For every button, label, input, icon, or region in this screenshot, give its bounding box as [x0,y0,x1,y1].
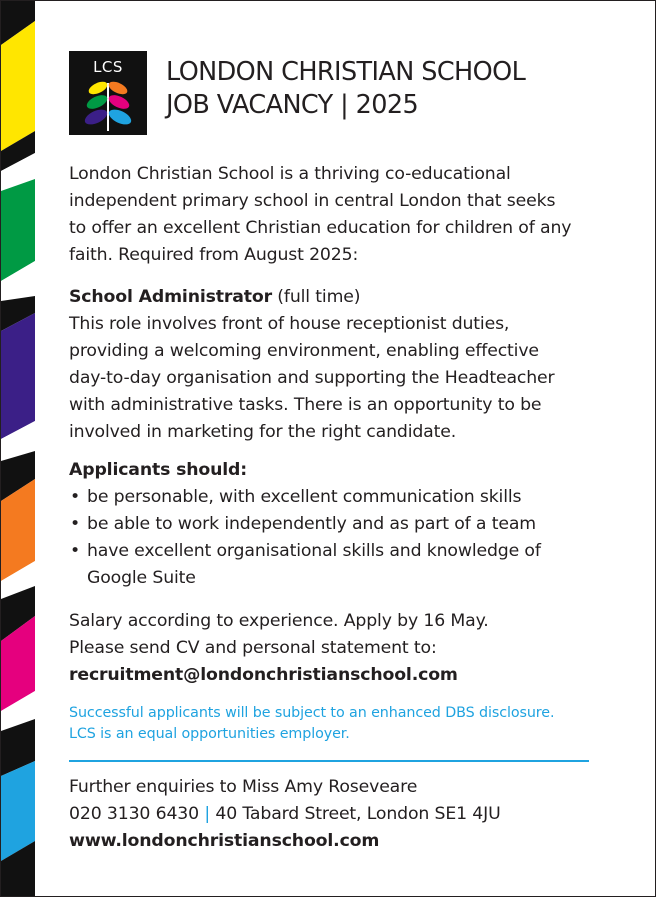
applicants-section [69,457,629,592]
enquiries-line: Further enquiries to Miss Amy Roseveare [69,777,418,797]
apply-section [69,608,629,689]
role-heading [69,284,629,311]
website-link[interactable]: www.londonchristianschool.com [69,831,380,851]
intro-line: independent primary school in central London that seeks [69,191,556,211]
page-title [166,56,525,122]
role-type: (full time) [271,287,361,307]
list-item [69,511,629,538]
role-line: day-to-day organisation and supporting the Headteacher [69,368,555,388]
phone-number[interactable]: 020 3130 6430 [69,804,199,824]
applicants-heading: Applicants should: [69,460,248,480]
intro-line: faith. Required from August 2025: [69,245,359,265]
role-title: School Administrator [69,287,272,307]
role-line: with administrative tasks. There is an opportunity to be [69,395,542,415]
role-line: involved in marketing for the right candidate. [69,422,457,442]
applicants-list [69,484,629,592]
separator: | [204,804,211,824]
contact-line [69,801,629,828]
role-line: This role involves front of house receptionist duties, [69,314,510,334]
divider [69,760,589,762]
leaf-tree-icon [69,51,147,135]
title-line-school: LONDON CHRISTIAN SCHOOL [166,57,526,87]
equal-opportunities-line: LCS is an equal opportunities employer. [69,725,350,742]
salary-line: Salary according to experience. Apply by 16 May. [69,611,489,631]
list-item-text: • be able to work independently and as part of a team [87,514,536,534]
school-logo [69,51,147,135]
list-item-text: Google Suite [87,568,196,588]
intro-line: to offer an excellent Christian education for children of any [69,218,572,238]
intro-paragraph [69,161,629,269]
logo-text: LCS [93,58,123,76]
footer-contact [69,774,629,855]
dbs-notice [69,703,554,744]
role-section [69,284,629,446]
intro-line: London Christian School is a thriving co-educational [69,164,511,184]
title-line-vacancy: JOB VACANCY | 2025 [166,90,419,120]
list-item [69,484,629,511]
decorative-color-stripe [1,1,35,896]
role-line: providing a welcoming environment, enabling effective [69,341,539,361]
dbs-line: Successful applicants will be subject to an enhanced DBS disclosure. [69,705,555,721]
list-item-text: • be personable, with excellent communication skills [87,487,522,507]
address: 40 Tabard Street, London SE1 4JU [215,804,501,824]
list-item-text: • have excellent organisational skills and knowledge of [87,541,541,561]
send-cv-line: Please send CV and personal statement to: [69,638,437,658]
recruitment-email[interactable]: recruitment@londonchristianschool.com [69,665,458,685]
list-item [69,538,629,592]
